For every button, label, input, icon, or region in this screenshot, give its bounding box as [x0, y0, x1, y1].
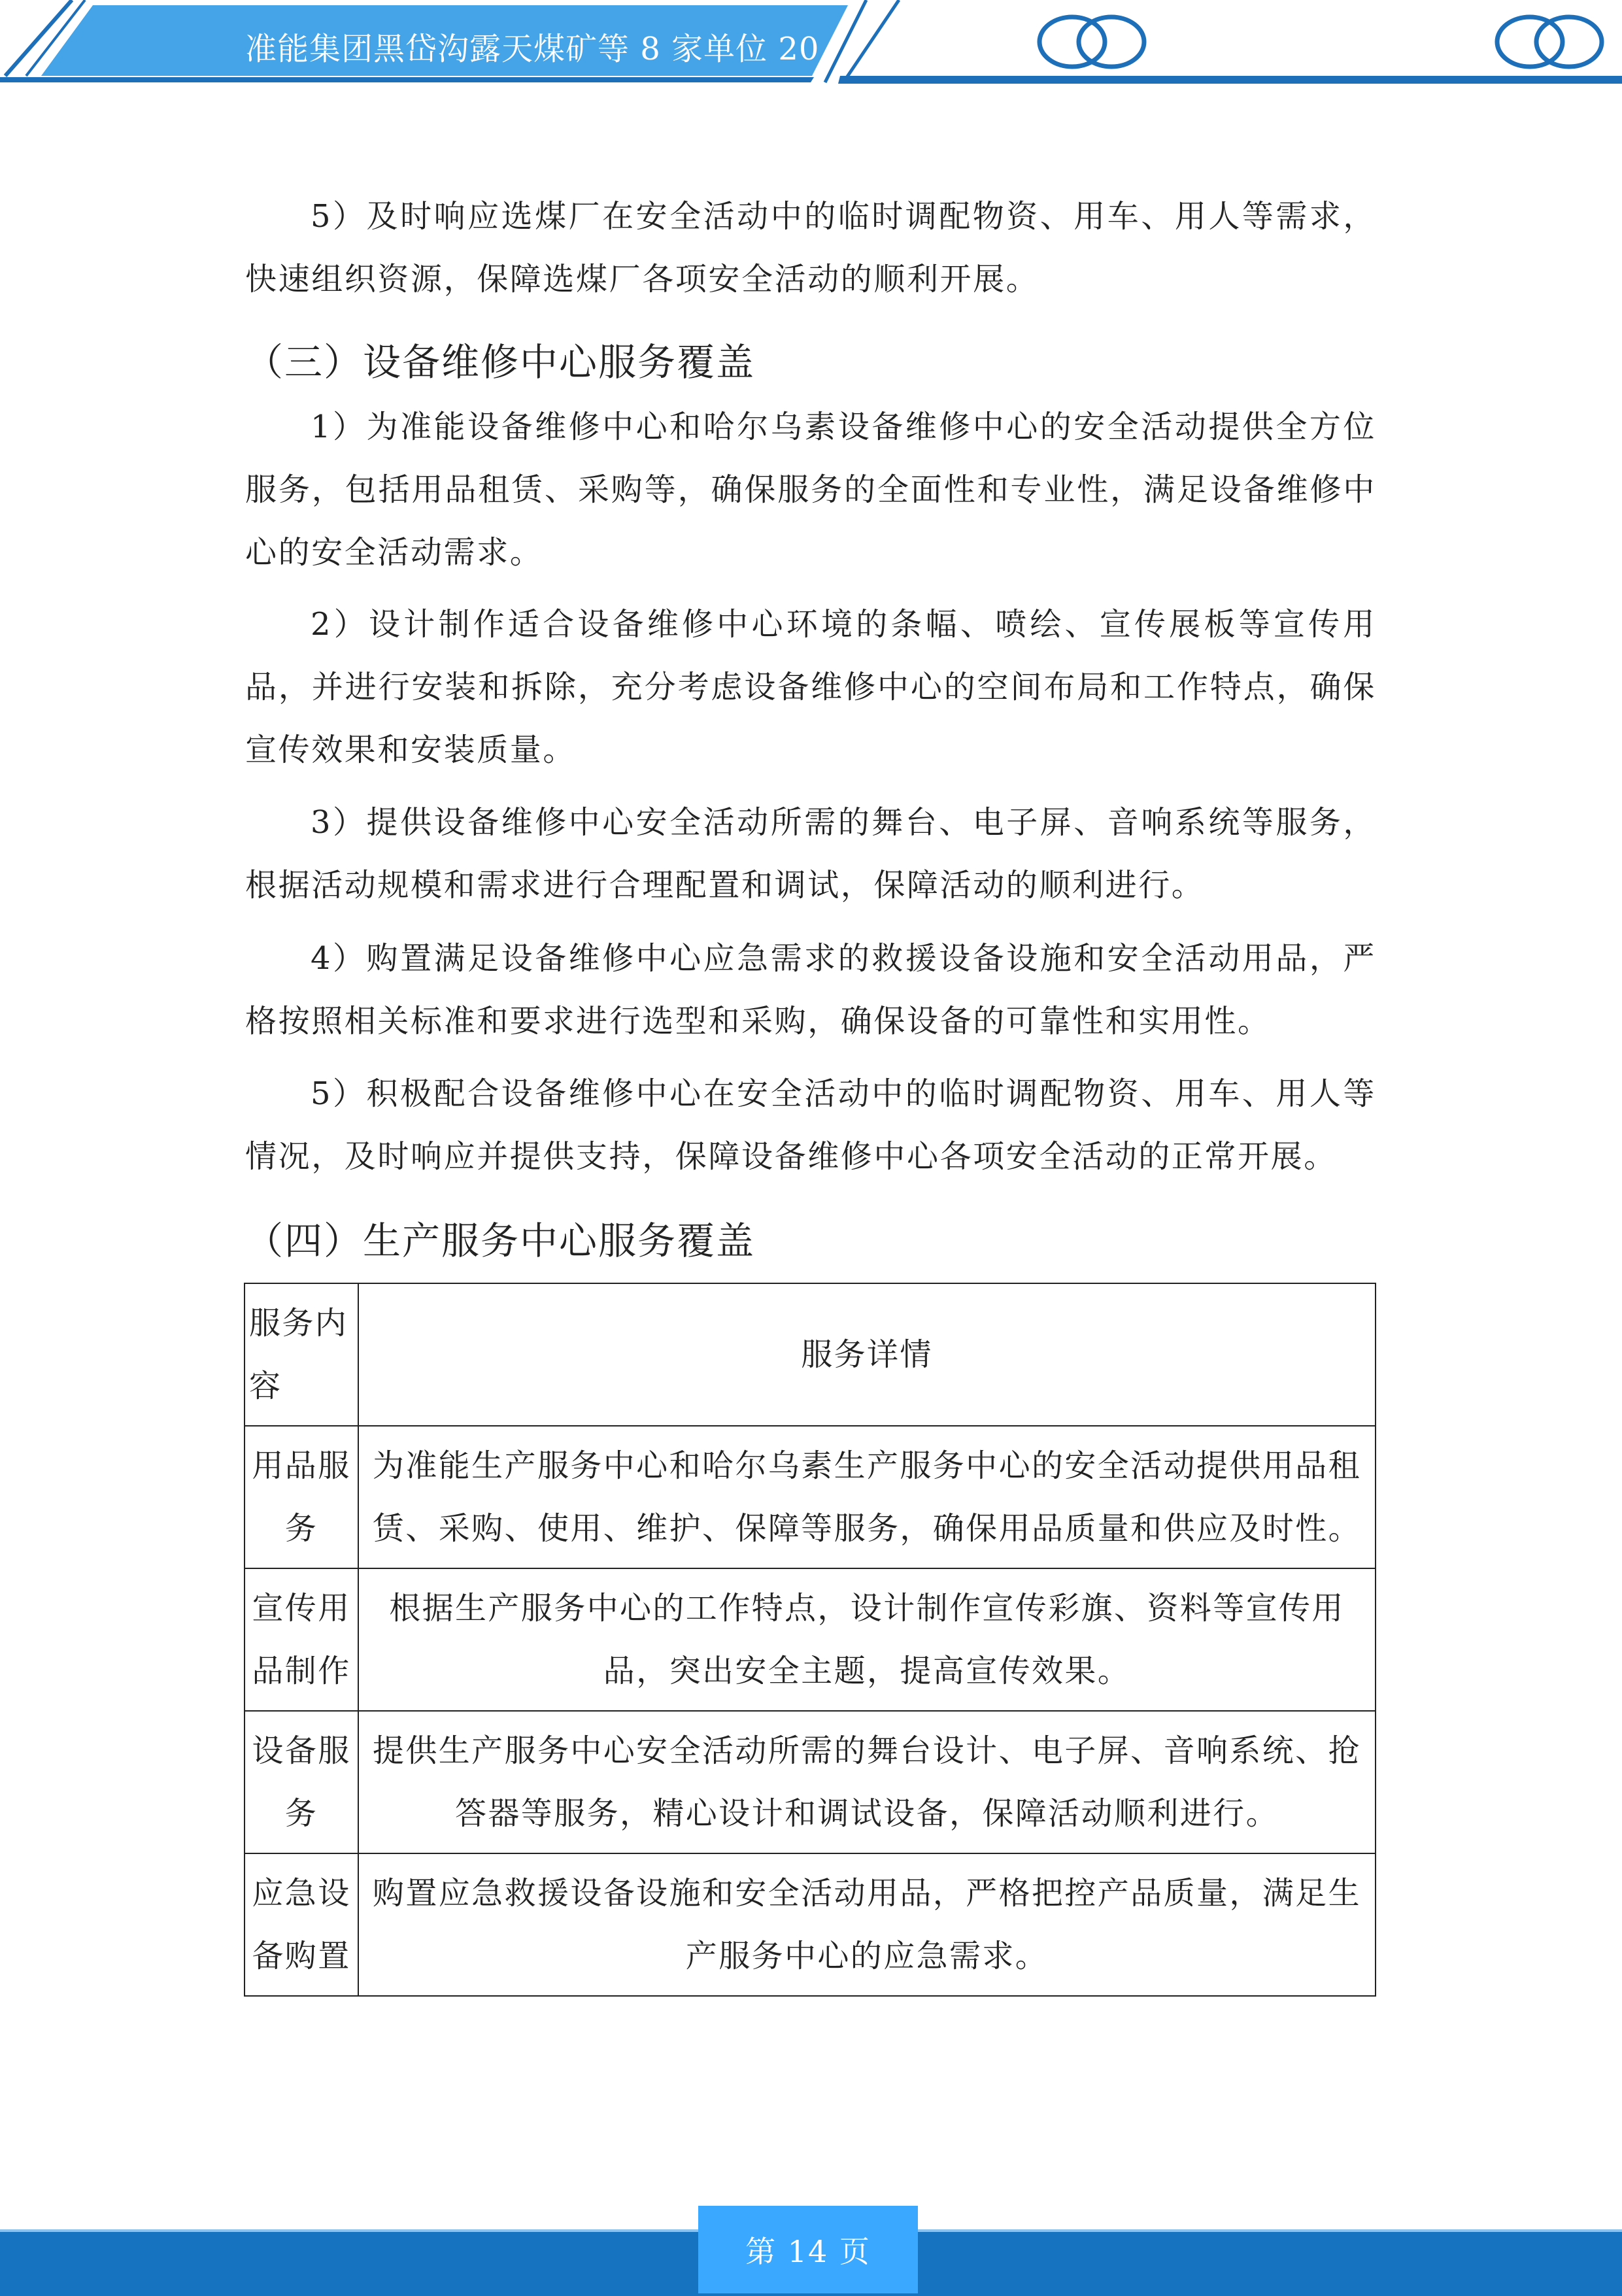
paragraph: 5）及时响应选煤厂在安全活动中的临时调配物资、用车、用人等需求，快速组织资源，保障选煤厂各项安全活动的顺利开展。 — [245, 198, 1376, 297]
table-cell: 购置应急救援设备设施和安全活动用品，严格把控产品质量，满足生产服务中心的应急需求。 — [358, 1853, 1376, 1996]
table-header-cell: 服务详情 — [358, 1283, 1376, 1426]
table-cell: 提供生产服务中心安全活动所需的舞台设计、电子屏、音响系统、抢答器等服务，精心设计和调试设备，保障活动顺利进行。 — [358, 1711, 1376, 1853]
table-row — [245, 1426, 1376, 1568]
table-cell: 设备服务 — [245, 1711, 358, 1853]
table-row — [245, 1568, 1376, 1711]
paragraph: 3）提供设备维修中心安全活动所需的舞台、电子屏、音响系统等服务，根据活动规模和需求进行合理配置和调试，保障活动的顺利进行。 — [245, 804, 1376, 903]
page-header — [0, 0, 1622, 85]
paragraph: 4）购置满足设备维修中心应急需求的救援设备设施和安全活动用品，严格按照相关标准和要求进行选型和采购，确保设备的可靠性和实用性。 — [245, 940, 1376, 1039]
table-cell: 应急设备购置 — [245, 1853, 358, 1996]
table-row — [245, 1853, 1376, 1996]
table-cell: 根据生产服务中心的工作特点，设计制作宣传彩旗、资料等宣传用品，突出安全主题，提高宣传效果。 — [358, 1568, 1376, 1711]
table-cell: 为准能生产服务中心和哈尔乌素生产服务中心的安全活动提供用品租赁、采购、使用、维护、保障等服务，确保用品质量和供应及时性。 — [358, 1426, 1376, 1568]
table-row — [245, 1711, 1376, 1853]
table-header-row — [245, 1283, 1376, 1426]
header-title: 准能集团黑岱沟露天煤矿等 8 家单位 20 — [245, 31, 820, 67]
table-header-cell: 服务内容 — [245, 1283, 358, 1426]
paragraph: 5）积极配合设备维修中心在安全活动中的临时调配物资、用车、用人等情况，及时响应并提供支持，保障设备维修中心各项安全活动的正常开展。 — [245, 1075, 1376, 1175]
paragraph: 1）为准能设备维修中心和哈尔乌素设备维修中心的安全活动提供全方位服务，包括用品租赁、采购等，确保服务的全面性和专业性，满足设备维修中心的安全活动需求。 — [245, 409, 1376, 571]
service-table — [244, 1283, 1376, 1997]
section-heading: （三）设备维修中心服务覆盖 — [245, 340, 756, 384]
table-cell: 宣传用品制作 — [245, 1568, 358, 1711]
logo-rings-icon — [1039, 17, 1602, 67]
paragraph: 2）设计制作适合设备维修中心环境的条幅、喷绘、宣传展板等宣传用品，并进行安装和拆除，充分考虑设备维修中心的空间布局和工作特点，确保宣传效果和安装质量。 — [245, 606, 1376, 768]
table-cell: 用品服务 — [245, 1426, 358, 1568]
page-number-box — [698, 2206, 918, 2293]
page-number: 第 14 页 — [745, 2234, 871, 2269]
section-heading: （四）生产服务中心服务覆盖 — [245, 1219, 756, 1263]
